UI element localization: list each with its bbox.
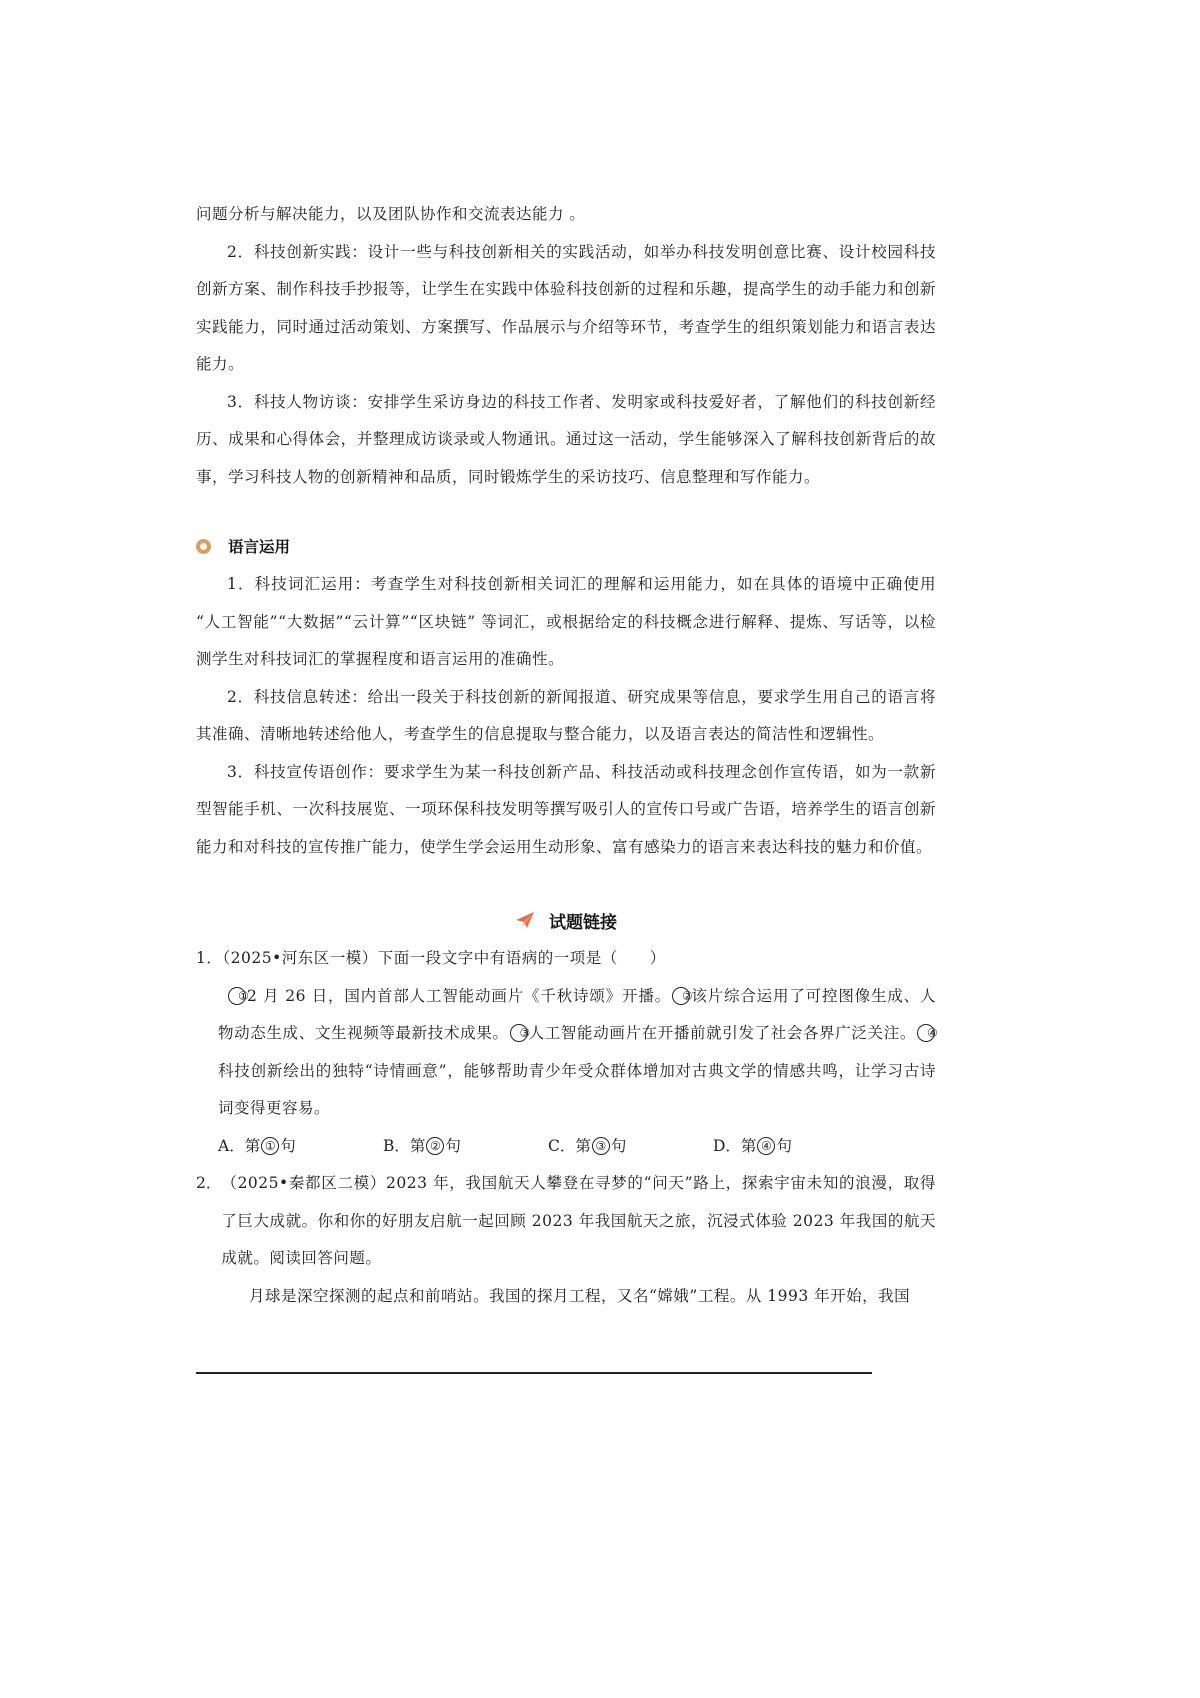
option-prefix: B．第 — [383, 1136, 426, 1155]
practice-item-2: 2．科技创新实践：设计一些与科技创新相关的实践活动，如举办科技发明创意比赛、设计校园科技创新方案、制作科技手抄报等，让学生在实践中体验科技创新的过程和乐趣，提高学生的动手能力和创新实践能力，同时通过活动策划、方案撰写、作品展示与介绍等环节，考查学生的组织策划能力和语言表达能力。 — [196, 242, 936, 373]
sentence-3: 人工智能动画片在开播前就引发了社会各界广泛关注。 — [528, 1024, 916, 1042]
section-title: 语言运用 — [228, 538, 291, 556]
option-suffix: 句 — [610, 1136, 627, 1155]
footer-divider — [196, 1372, 872, 1374]
option-mark: ② — [426, 1137, 444, 1155]
practice-item-3: 3．科技人物访谈：安排学生采访身边的科技工作者、发明家或科技爱好者，了解他们的科技创新经历、成果和心得体会，并整理成访谈录或人物通讯。通过这一活动，学生能够深入了解科技创新背后的故事，学习科技人物的创新精神和品质，同时锻炼学生的采访技巧、信息整理和写作能力。 — [196, 392, 936, 486]
option-prefix: C．第 — [548, 1136, 591, 1155]
question-number: 1． — [196, 949, 223, 967]
question-passage — [196, 978, 939, 1128]
option-mark: ① — [261, 1137, 279, 1155]
section-title: 试题链接 — [549, 912, 617, 933]
option-mark: ④ — [757, 1137, 775, 1155]
option-b[interactable] — [383, 1128, 548, 1166]
sentence-2: 该片综合运用了可控图像生成、人物动态生成、文生视频等最新技术成果。 — [218, 986, 936, 1042]
sentence-marker: ③ — [510, 1024, 528, 1042]
question-2 — [196, 1165, 936, 1278]
document-page — [196, 196, 939, 1315]
sentence-marker: ④ — [917, 1024, 935, 1042]
option-suffix: 句 — [280, 1136, 296, 1155]
option-mark: ③ — [592, 1137, 610, 1155]
question-2-passage: 月球是深空探测的起点和前哨站。我国的探月工程，又名“嫦娥”工程。从 1993 年开始，我国 — [249, 1286, 911, 1305]
paper-plane-icon — [515, 911, 535, 929]
section-heading-links — [196, 900, 936, 940]
section-heading-language — [196, 526, 936, 566]
question-stem-text: （2025•河东区一模）下面一段文字中有语病的一项是（ ） — [222, 949, 666, 967]
option-prefix: A．第 — [218, 1136, 261, 1155]
option-suffix: 句 — [445, 1136, 461, 1155]
intro-line: 问题分析与解决能力，以及团队协作和交流表达能力 。 — [196, 205, 586, 223]
language-item-2: 2．科技信息转述：给出一段关于科技创新的新闻报道、研究成果等信息，要求学生用自己的语言将其准确、清晰地转述给他人，考查学生的信息提取与整合能力，以及语言表达的简洁性和逻辑性。 — [196, 687, 936, 743]
sentence-1: 2 月 26 日，国内首部人工智能动画片《千秋诗颂》开播。 — [247, 986, 671, 1005]
answer-options — [196, 1128, 936, 1166]
question-stem: （2025•秦都区二模）2023 年，我国航天人攀登在寻梦的“问天”路上，探索宇宙未知的浪漫，取得了巨大成就。你和你的好朋友启航一起回顾 2023 年我国航天之旅，沉浸式体验 2023 年我国的航天成就。阅读回答问题。 — [221, 1174, 936, 1267]
sentence-marker: ② — [672, 987, 690, 1005]
option-suffix: 句 — [776, 1136, 792, 1155]
option-prefix: D．第 — [713, 1136, 757, 1155]
sentence-marker: ① — [228, 987, 246, 1005]
option-a[interactable] — [218, 1128, 383, 1166]
option-d[interactable] — [713, 1128, 878, 1166]
language-item-3: 3．科技宣传语创作：要求学生为某一科技创新产品、科技活动或科技理念创作宣传语，如为一款新型智能手机、一次科技展览、一项环保科技发明等撰写吸引人的宣传口号或广告语，培养学生的语言创新能力和对科技的宣传推广能力，使学生学会运用生动形象、富有感染力的语言来表达科技的魅力和价值。 — [196, 762, 936, 856]
question-1 — [196, 940, 939, 1165]
circle-bullet-icon — [196, 539, 211, 554]
option-c[interactable] — [548, 1128, 713, 1166]
sentence-4: 科技创新绘出的独特“诗情画意”，能够帮助青少年受众群体增加对古典文学的情感共鸣，让学习古诗词变得更容易。 — [218, 1061, 936, 1117]
question-number: 2． — [196, 1174, 222, 1192]
language-item-1: 1．科技词汇运用：考查学生对科技创新相关词汇的理解和运用能力，如在具体的语境中正确使用 “人工智能”“大数据”“云计算”“区块链” 等词汇，或根据给定的科技概念进行解释、提炼、写话等，以检测学生对科技词汇的掌握程度和语言运用的准确性。 — [196, 575, 936, 668]
question-stem — [196, 940, 936, 978]
